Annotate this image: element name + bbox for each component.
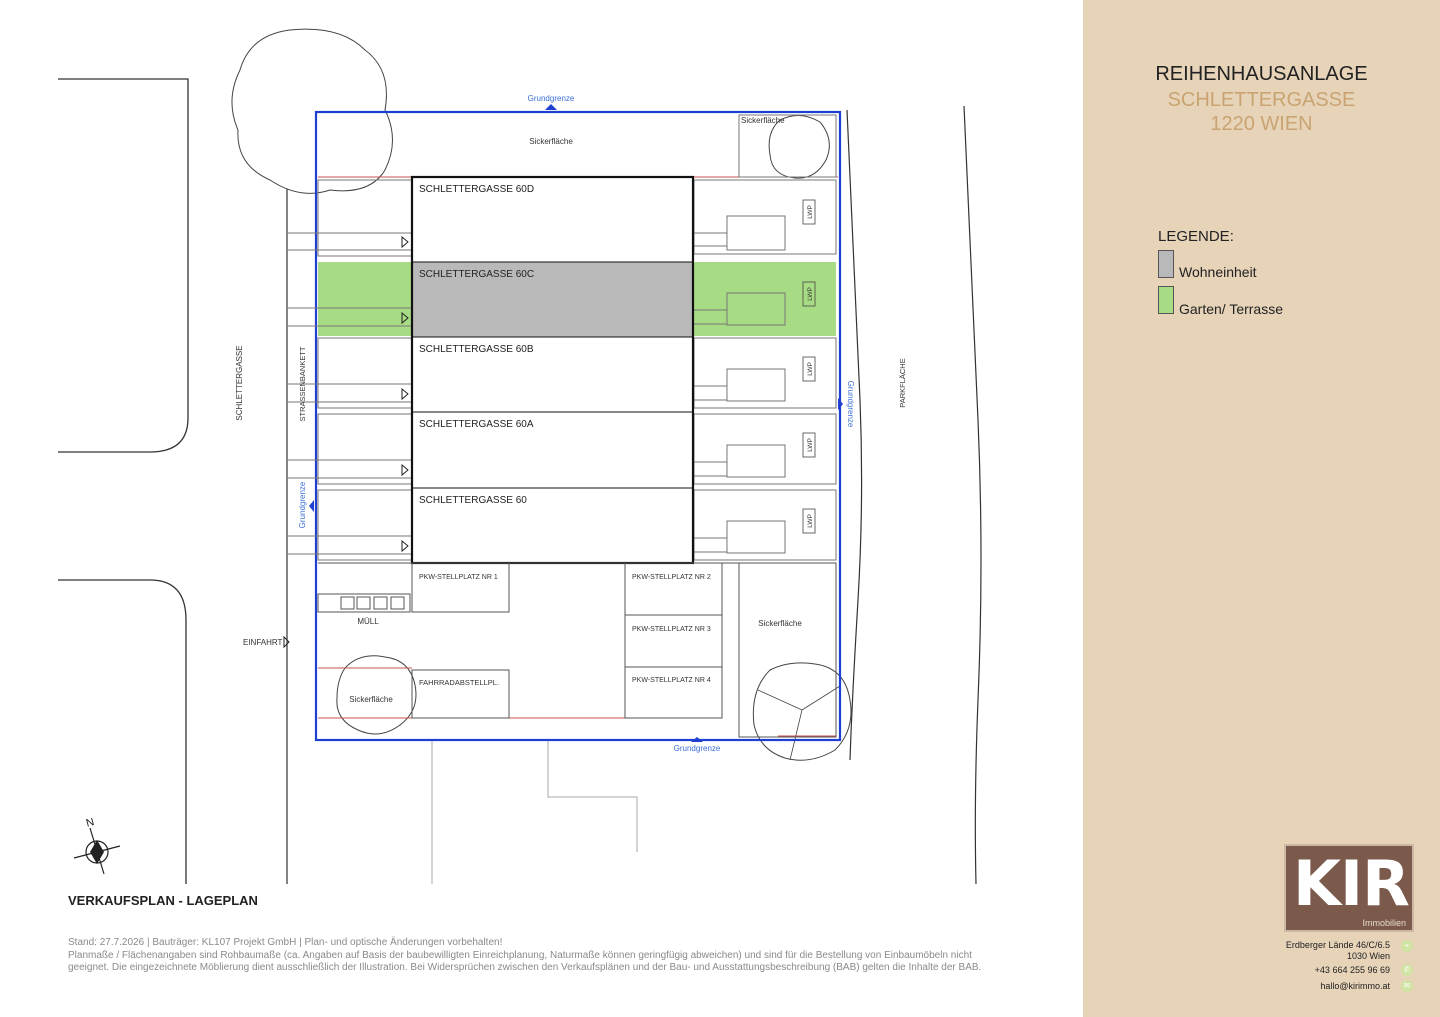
legend-swatch-garten — [1158, 286, 1174, 314]
lwp-units — [803, 200, 815, 533]
boundary-marker — [309, 500, 314, 512]
address-line1: Erdberger Lände 46/C/6.5 — [1285, 940, 1390, 950]
parkflaeche-edge — [964, 106, 981, 884]
bankett-label: STRASSENBANKETT — [298, 346, 307, 422]
unit-label: SCHLETTERGASSE 60B — [419, 344, 534, 355]
legend-label-wohneinheit: Wohneinheit — [1179, 264, 1257, 280]
unit-label: SCHLETTERGASSE 60 — [419, 495, 527, 506]
project-title: REIHENHAUSANLAGE — [1155, 63, 1368, 85]
lwp-label: LWP — [807, 438, 814, 452]
mail-icon: ✉ — [1401, 980, 1413, 992]
parkflaeche-label: PARKFLÄCHE — [898, 358, 907, 408]
info-sidebar — [1083, 0, 1440, 1017]
parking-4-label: PKW-STELLPLATZ NR 4 — [632, 677, 711, 684]
fahrrad-label: FAHRRADABSTELLPL. — [419, 678, 500, 687]
location-icon: ⌖ — [1401, 940, 1413, 952]
legend-heading: LEGENDE: — [1158, 228, 1234, 245]
muell-label: MÜLL — [357, 617, 379, 626]
disclaimer-line2: Planmaße / Flächenangaben sind Rohbaumaße (ca. Angaben auf Basis der baubewilligten Einreichplanung, Naturmaße können geringfügig abweichen) und sind für die Bestellung von Einbaumöbeln nicht geeignet. Die eingezeichnete Möblierung dient ausschließlich der Illustration. Bei Widersprüchen zwischen den Verkaufsplänen und der Bau- und Ausstattungsbeschreibung (BAB) gelten die Inhalte der BAB. — [68, 949, 982, 973]
phone-number[interactable]: +43 664 255 96 69 — [1314, 965, 1390, 975]
street-label: SCHLETTERGASSE — [235, 345, 244, 421]
sickerflaeche-right: Sickerfläche — [758, 619, 802, 628]
disclaimer — [68, 937, 1008, 975]
lwp-label: LWP — [807, 362, 814, 376]
parking-1-label: PKW-STELLPLATZ NR 1 — [419, 574, 498, 581]
legend-swatch-wohneinheit — [1158, 250, 1174, 278]
parking-2-label: PKW-STELLPLATZ NR 2 — [632, 574, 711, 581]
unit-label: SCHLETTERGASSE 60C — [419, 269, 535, 280]
lwp-label: LWP — [807, 287, 814, 301]
logo-text: KIR — [1293, 847, 1409, 920]
plan-title: VERKAUFSPLAN - LAGEPLAN — [68, 893, 258, 908]
parkflaeche-edge — [847, 110, 862, 760]
grundgrenze-label-bottom: Grundgrenze — [673, 744, 721, 753]
kir-logo — [1284, 844, 1414, 932]
lwp-label: LWP — [807, 514, 814, 528]
garden-front — [318, 262, 412, 336]
sickerflaeche-corner: Sickerfläche — [741, 116, 785, 125]
north-label: N — [84, 816, 96, 830]
disclaimer-line1: Stand: 27.7.2026 | Bauträger: KL107 Projekt GmbH | Plan- und optische Änderungen vorbehalten! — [68, 937, 503, 948]
logo-subtext: Immobilien — [1362, 918, 1406, 928]
sickerflaeche-left: Sickerfläche — [349, 695, 393, 704]
parking-3-label: PKW-STELLPLATZ NR 3 — [632, 626, 711, 633]
grundgrenze-label-left: Grundgrenze — [298, 481, 307, 529]
unit-label: SCHLETTERGASSE 60A — [419, 419, 534, 430]
legend-label-garten: Garten/ Terrasse — [1179, 301, 1284, 317]
project-street: SCHLETTERGASSE — [1167, 89, 1356, 111]
grundgrenze-label-top: Grundgrenze — [527, 94, 575, 103]
sickerflaeche-top: Sickerfläche — [529, 137, 573, 146]
lwp-label: LWP — [807, 205, 814, 219]
grundgrenze-label-right: Grundgrenze — [846, 380, 855, 428]
email-address[interactable]: hallo@kirimmo.at — [1320, 981, 1390, 991]
access-path — [548, 740, 637, 852]
address-line2: 1030 Wien — [1346, 951, 1390, 961]
einfahrt-label: EINFAHRT — [243, 638, 283, 647]
boundary-marker — [545, 104, 557, 110]
units-block — [412, 177, 693, 563]
street-curb — [58, 580, 186, 884]
unit-label: SCHLETTERGASSE 60D — [419, 184, 535, 195]
street-curb — [58, 79, 188, 452]
north-arrow-icon — [74, 828, 120, 874]
phone-icon: ✆ — [1401, 964, 1413, 976]
project-city: 1220 WIEN — [1210, 113, 1313, 135]
